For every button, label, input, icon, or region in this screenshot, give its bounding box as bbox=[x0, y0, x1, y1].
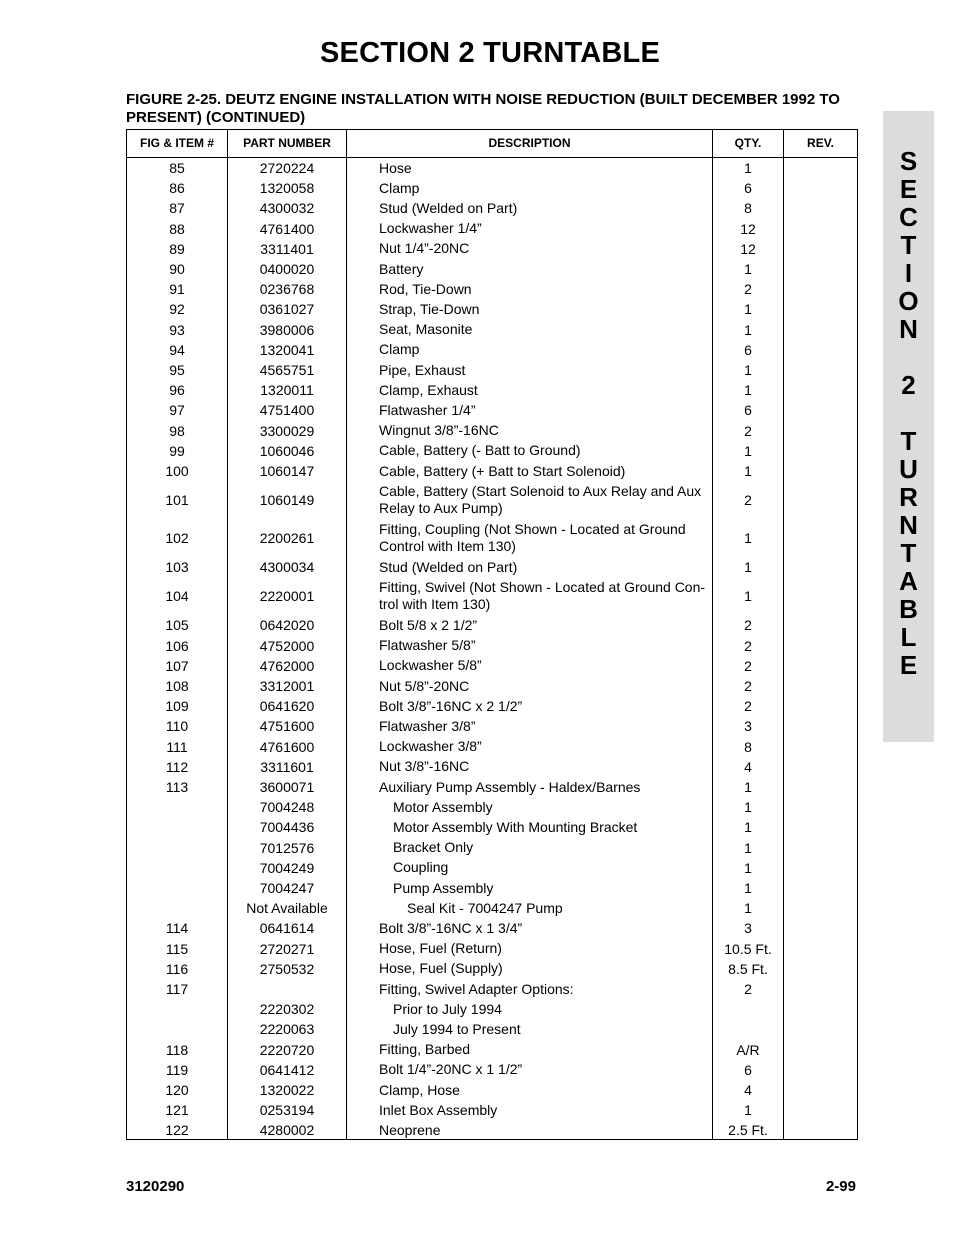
fig-item-cell: 119 bbox=[165, 1061, 189, 1078]
description-cell: Stud (Welded on Part) bbox=[379, 199, 518, 216]
table-row bbox=[127, 198, 857, 218]
description-cell: Bolt 3/8”-16NC x 1 3/4” bbox=[379, 919, 523, 936]
part-number-cell: 7004247 bbox=[259, 880, 315, 897]
qty-cell: 1 bbox=[744, 880, 752, 897]
fig-item-cell: 115 bbox=[165, 940, 189, 957]
fig-item-cell: 97 bbox=[169, 402, 185, 419]
description-cell: Clamp bbox=[379, 179, 420, 196]
fig-item-cell: 116 bbox=[165, 960, 189, 977]
qty-cell: 1 bbox=[744, 779, 752, 796]
part-number-cell: 4300032 bbox=[259, 200, 315, 217]
fig-item-cell: 101 bbox=[165, 492, 189, 509]
table-row bbox=[127, 441, 857, 461]
side-tab-letter: C bbox=[899, 202, 918, 232]
document-number: 3120290 bbox=[126, 1178, 185, 1195]
description-cell: Neoprene bbox=[379, 1121, 441, 1138]
description-cell: Bolt 5/8 x 2 1/2” bbox=[379, 616, 478, 633]
side-tab-letter: O bbox=[898, 286, 919, 316]
description-cell: Auxiliary Pump Assembly - Haldex/Barnes bbox=[379, 778, 641, 795]
qty-cell: A/R bbox=[736, 1041, 760, 1058]
fig-item-cell bbox=[127, 878, 227, 898]
part-number-cell: 0641412 bbox=[259, 1061, 315, 1078]
description-cell: Battery bbox=[379, 260, 424, 277]
table-row bbox=[127, 636, 857, 656]
part-number-cell: 3300029 bbox=[259, 422, 315, 439]
qty-cell: 1 bbox=[744, 588, 752, 605]
table-row bbox=[127, 1080, 857, 1100]
table-row bbox=[127, 279, 857, 299]
description-cell: Flatwasher 1/4” bbox=[379, 401, 476, 418]
description-cell: Coupling bbox=[393, 859, 449, 876]
fig-item-cell: 108 bbox=[165, 678, 189, 695]
fig-item-cell: 117 bbox=[165, 981, 189, 998]
part-number-cell: Not Available bbox=[246, 900, 328, 917]
description-cell: Bolt 1/4”-20NC x 1 1/2” bbox=[379, 1061, 523, 1078]
fig-item-cell: 112 bbox=[165, 758, 189, 775]
part-number-cell: 4761400 bbox=[259, 220, 315, 237]
side-tab-letter: E bbox=[899, 650, 918, 680]
qty-cell: 3 bbox=[744, 920, 752, 937]
description-cell: Fitting, Swivel (Not Shown - Located at Ground Con-trol with Item 130) bbox=[379, 579, 706, 613]
part-number-cell: 1320058 bbox=[259, 180, 315, 197]
table-row bbox=[127, 1060, 857, 1080]
qty-cell: 1 bbox=[744, 839, 752, 856]
table-row bbox=[127, 676, 857, 696]
fig-item-cell bbox=[127, 999, 227, 1019]
fig-item-cell: 122 bbox=[165, 1122, 189, 1139]
description-cell: Hose bbox=[379, 159, 412, 176]
table-row bbox=[127, 178, 857, 198]
part-number-cell: 3311401 bbox=[260, 240, 314, 257]
qty-cell: 2 bbox=[744, 492, 752, 509]
fig-item-cell: 88 bbox=[169, 220, 185, 237]
part-number-cell: 7004436 bbox=[259, 819, 315, 836]
description-cell: Fitting, Swivel Adapter Options: bbox=[379, 980, 574, 997]
fig-item-cell bbox=[127, 858, 227, 878]
description-cell: Clamp bbox=[379, 341, 420, 358]
part-number-cell: 4300034 bbox=[259, 559, 315, 576]
side-tab-letter: B bbox=[899, 594, 918, 624]
table-header-row bbox=[127, 130, 857, 158]
table-row bbox=[127, 939, 857, 959]
table-row bbox=[127, 817, 857, 837]
side-tab-letter: N bbox=[899, 314, 918, 344]
table-row bbox=[127, 299, 857, 319]
part-number-cell: 2220063 bbox=[259, 1021, 315, 1038]
description-cell: Pump Assembly bbox=[393, 879, 494, 896]
side-tab-letter: T bbox=[900, 538, 917, 568]
description-cell: Fitting, Coupling (Not Shown - Located at Ground Control with Item 130) bbox=[379, 521, 686, 555]
part-number-cell: 3980006 bbox=[259, 321, 315, 338]
qty-cell: 1 bbox=[744, 819, 752, 836]
description-cell: Hose, Fuel (Return) bbox=[379, 940, 502, 957]
description-cell: Nut 3/8”-16NC bbox=[379, 758, 470, 775]
part-number-cell: 7004248 bbox=[259, 799, 315, 816]
table-row bbox=[127, 858, 857, 878]
qty-cell: 10.5 Ft. bbox=[724, 940, 772, 957]
qty-cell: 2 bbox=[744, 981, 752, 998]
qty-cell: 1 bbox=[744, 559, 752, 576]
description-cell: Flatwasher 5/8” bbox=[379, 637, 476, 654]
part-number-cell: 1320011 bbox=[260, 382, 314, 399]
fig-item-cell: 109 bbox=[165, 698, 189, 715]
fig-item-cell: 104 bbox=[165, 588, 189, 605]
table-row bbox=[127, 219, 857, 239]
qty-cell: 1 bbox=[744, 382, 752, 399]
fig-item-cell: 86 bbox=[169, 180, 185, 197]
fig-item-cell: 99 bbox=[169, 442, 185, 459]
table-row bbox=[127, 1120, 857, 1140]
table-row bbox=[127, 461, 857, 481]
description-cell: Fitting, Barbed bbox=[379, 1041, 471, 1058]
qty-cell: 12 bbox=[740, 220, 756, 237]
table-row bbox=[127, 918, 857, 938]
qty-cell: 2 bbox=[744, 698, 752, 715]
table-row bbox=[127, 340, 857, 360]
side-tab-letters bbox=[883, 147, 934, 679]
table-row bbox=[127, 320, 857, 340]
header-rev: REV. bbox=[807, 136, 834, 150]
qty-cell: 2 bbox=[744, 637, 752, 654]
description-cell: Inlet Box Assembly bbox=[379, 1101, 498, 1118]
description-cell: Pipe, Exhaust bbox=[379, 361, 466, 378]
fig-item-cell: 98 bbox=[169, 422, 185, 439]
part-number-cell: 0253194 bbox=[259, 1102, 315, 1119]
description-cell: Nut 1/4”-20NC bbox=[379, 240, 470, 257]
part-number-cell: 0400020 bbox=[259, 261, 315, 278]
part-number-cell: 4751400 bbox=[259, 402, 315, 419]
table-row bbox=[127, 1019, 857, 1039]
fig-item-cell: 90 bbox=[169, 261, 185, 278]
qty-cell bbox=[713, 1019, 783, 1039]
fig-item-cell bbox=[127, 838, 227, 858]
qty-cell: 6 bbox=[744, 402, 752, 419]
table-row bbox=[127, 878, 857, 898]
part-number-cell: 2220720 bbox=[259, 1041, 315, 1058]
qty-cell: 1 bbox=[744, 160, 752, 177]
qty-cell: 6 bbox=[744, 1061, 752, 1078]
fig-item-cell: 105 bbox=[165, 617, 189, 634]
fig-item-cell: 96 bbox=[169, 382, 185, 399]
qty-cell: 4 bbox=[744, 1082, 752, 1099]
fig-item-cell: 106 bbox=[165, 637, 189, 654]
description-cell: Cable, Battery (+ Batt to Start Solenoid) bbox=[379, 462, 626, 479]
parts-table bbox=[126, 129, 858, 1140]
description-cell: Lockwasher 5/8” bbox=[379, 657, 482, 674]
section-side-tab bbox=[883, 111, 934, 742]
side-tab-letter: U bbox=[899, 454, 918, 484]
header-description: DESCRIPTION bbox=[488, 136, 571, 150]
fig-item-cell bbox=[127, 797, 227, 817]
fig-item-cell: 95 bbox=[169, 362, 185, 379]
part-number-cell: 4280002 bbox=[259, 1122, 315, 1139]
fig-item-cell: 87 bbox=[169, 200, 185, 217]
part-number-cell: 0236768 bbox=[259, 281, 315, 298]
qty-cell: 1 bbox=[744, 321, 752, 338]
description-cell: Bolt 3/8”-16NC x 2 1/2” bbox=[379, 697, 523, 714]
side-tab-letter: E bbox=[899, 174, 918, 204]
qty-cell: 8 bbox=[744, 738, 752, 755]
description-cell: Stud (Welded on Part) bbox=[379, 558, 518, 575]
table-row bbox=[127, 777, 857, 797]
table-row bbox=[127, 979, 857, 999]
section-title: SECTION 2 TURNTABLE bbox=[320, 37, 660, 69]
side-tab-letter: T bbox=[900, 230, 917, 260]
table-row bbox=[127, 898, 857, 918]
fig-item-cell: 92 bbox=[169, 301, 185, 318]
table-row bbox=[127, 259, 857, 279]
part-number-cell: 0641614 bbox=[259, 920, 315, 937]
qty-cell bbox=[713, 999, 783, 1019]
qty-cell: 1 bbox=[744, 859, 752, 876]
figure-title: FIGURE 2-25. DEUTZ ENGINE INSTALLATION WITH NOISE REDUCTION (BUILT DECEMBER 1992 TO PRESENT) (CONTINUED) bbox=[126, 91, 840, 126]
table-row bbox=[127, 757, 857, 777]
part-number-cell: 7004249 bbox=[259, 859, 315, 876]
table-row bbox=[127, 481, 857, 519]
fig-item-cell: 118 bbox=[165, 1041, 189, 1058]
fig-item-cell: 107 bbox=[165, 657, 189, 674]
description-cell: Rod, Tie-Down bbox=[379, 280, 472, 297]
fig-item-cell: 89 bbox=[169, 240, 185, 257]
part-number-cell: 2750532 bbox=[259, 960, 315, 977]
qty-cell: 2 bbox=[744, 422, 752, 439]
part-number-cell: 2200261 bbox=[259, 530, 315, 547]
part-number-cell: 4565751 bbox=[259, 362, 315, 379]
qty-cell: 1 bbox=[744, 1102, 752, 1119]
page-number: 2-99 bbox=[825, 1178, 856, 1195]
qty-cell: 1 bbox=[744, 442, 752, 459]
side-tab-letter bbox=[883, 343, 934, 371]
description-cell: Lockwasher 3/8” bbox=[379, 738, 482, 755]
description-cell: Cable, Battery (Start Solenoid to Aux Relay and Aux Relay to Aux Pump) bbox=[379, 483, 702, 517]
description-cell: July 1994 to Present bbox=[393, 1020, 521, 1037]
table-row bbox=[127, 1040, 857, 1060]
fig-item-cell: 100 bbox=[165, 463, 189, 480]
description-cell: Clamp, Exhaust bbox=[379, 381, 478, 398]
table-row bbox=[127, 615, 857, 635]
qty-cell: 2 bbox=[744, 678, 752, 695]
side-tab-letter: S bbox=[899, 146, 918, 176]
part-number-cell: 2220302 bbox=[259, 1001, 315, 1018]
description-cell: Hose, Fuel (Supply) bbox=[379, 960, 503, 977]
part-number-cell: 3311601 bbox=[260, 758, 314, 775]
part-number-cell: 1060046 bbox=[259, 442, 315, 459]
part-number-cell: 2220001 bbox=[259, 588, 315, 605]
side-tab-letter bbox=[883, 399, 934, 427]
part-number-cell: 0641620 bbox=[259, 698, 315, 715]
description-cell: Seat, Masonite bbox=[379, 321, 473, 338]
table-row bbox=[127, 1100, 857, 1120]
description-cell: Strap, Tie-Down bbox=[379, 300, 480, 317]
description-cell: Seal Kit - 7004247 Pump bbox=[407, 899, 563, 916]
part-number-cell: 4751600 bbox=[259, 718, 315, 735]
part-number-cell: 1320022 bbox=[259, 1082, 315, 1099]
fig-item-cell: 113 bbox=[165, 779, 189, 796]
part-number-cell: 3312001 bbox=[259, 678, 315, 695]
side-tab-letter: T bbox=[900, 426, 917, 456]
qty-cell: 3 bbox=[744, 718, 752, 735]
part-number-cell: 1060147 bbox=[259, 463, 315, 480]
table-row bbox=[127, 421, 857, 441]
qty-cell: 6 bbox=[744, 180, 752, 197]
side-tab-letter: A bbox=[899, 566, 918, 596]
table-row bbox=[127, 716, 857, 736]
qty-cell: 1 bbox=[744, 530, 752, 547]
qty-cell: 2 bbox=[744, 617, 752, 634]
table-row bbox=[127, 158, 857, 178]
part-number-cell bbox=[228, 979, 346, 999]
part-number-cell: 0361027 bbox=[259, 301, 315, 318]
description-cell: Motor Assembly bbox=[393, 798, 493, 815]
fig-item-cell bbox=[127, 817, 227, 837]
part-number-cell: 4752000 bbox=[259, 637, 315, 654]
qty-cell: 2.5 Ft. bbox=[728, 1122, 768, 1139]
fig-item-cell: 94 bbox=[169, 341, 185, 358]
part-number-cell: 2720271 bbox=[259, 940, 315, 957]
description-cell: Cable, Battery (- Batt to Ground) bbox=[379, 442, 581, 459]
table-row bbox=[127, 999, 857, 1019]
fig-item-cell: 91 bbox=[169, 281, 185, 298]
header-fig-item: FIG & ITEM # bbox=[139, 136, 214, 150]
table-row bbox=[127, 737, 857, 757]
qty-cell: 2 bbox=[744, 281, 752, 298]
fig-item-cell: 111 bbox=[166, 738, 188, 755]
part-number-cell: 4762000 bbox=[259, 657, 315, 674]
table-row bbox=[127, 797, 857, 817]
table-row bbox=[127, 959, 857, 979]
fig-item-cell: 114 bbox=[165, 920, 189, 937]
qty-cell: 2 bbox=[744, 657, 752, 674]
description-cell: Prior to July 1994 bbox=[393, 1000, 502, 1017]
part-number-cell: 3600071 bbox=[259, 779, 315, 796]
fig-item-cell: 103 bbox=[165, 559, 189, 576]
table-row bbox=[127, 380, 857, 400]
side-tab-letter: N bbox=[899, 510, 918, 540]
side-tab-letter: 2 bbox=[901, 370, 916, 400]
description-cell: Motor Assembly With Mounting Bracket bbox=[393, 818, 638, 835]
table-row bbox=[127, 557, 857, 577]
table-row bbox=[127, 360, 857, 380]
table-row bbox=[127, 577, 857, 615]
part-number-cell: 7012576 bbox=[259, 839, 315, 856]
side-tab-letter: R bbox=[899, 482, 918, 512]
side-tab-letter: I bbox=[904, 258, 913, 288]
fig-item-cell: 85 bbox=[169, 160, 185, 177]
description-cell: Lockwasher 1/4” bbox=[379, 220, 482, 237]
part-number-cell: 1060149 bbox=[259, 492, 315, 509]
description-cell: Bracket Only bbox=[393, 839, 474, 856]
qty-cell: 12 bbox=[740, 240, 756, 257]
qty-cell: 1 bbox=[744, 799, 752, 816]
part-number-cell: 0642020 bbox=[259, 617, 315, 634]
description-cell: Wingnut 3/8”-16NC bbox=[379, 422, 499, 439]
part-number-cell: 4761600 bbox=[259, 738, 315, 755]
table-row bbox=[127, 696, 857, 716]
fig-item-cell: 93 bbox=[169, 321, 185, 338]
qty-cell: 8.5 Ft. bbox=[728, 960, 768, 977]
header-qty: QTY. bbox=[734, 136, 762, 150]
qty-cell: 1 bbox=[744, 463, 752, 480]
description-cell: Clamp, Hose bbox=[379, 1081, 460, 1098]
table-row bbox=[127, 838, 857, 858]
table-row bbox=[127, 239, 857, 259]
fig-item-cell: 110 bbox=[165, 718, 189, 735]
qty-cell: 1 bbox=[744, 261, 752, 278]
qty-cell: 1 bbox=[744, 900, 752, 917]
part-number-cell: 1320041 bbox=[259, 341, 315, 358]
table-row bbox=[127, 519, 857, 557]
fig-item-cell: 102 bbox=[165, 530, 189, 547]
fig-item-cell: 120 bbox=[165, 1082, 189, 1099]
description-cell: Nut 5/8”-20NC bbox=[379, 677, 470, 694]
fig-item-cell bbox=[127, 898, 227, 918]
header-part-number: PART NUMBER bbox=[243, 136, 331, 150]
qty-cell: 6 bbox=[744, 341, 752, 358]
qty-cell: 1 bbox=[744, 362, 752, 379]
qty-cell: 4 bbox=[744, 758, 752, 775]
fig-item-cell bbox=[127, 1019, 227, 1039]
qty-cell: 8 bbox=[744, 200, 752, 217]
side-tab-letter: L bbox=[900, 622, 917, 652]
part-number-cell: 2720224 bbox=[259, 160, 315, 177]
table-row bbox=[127, 400, 857, 420]
fig-item-cell: 121 bbox=[165, 1102, 189, 1119]
description-cell: Flatwasher 3/8” bbox=[379, 717, 476, 734]
table-row bbox=[127, 656, 857, 676]
qty-cell: 1 bbox=[744, 301, 752, 318]
